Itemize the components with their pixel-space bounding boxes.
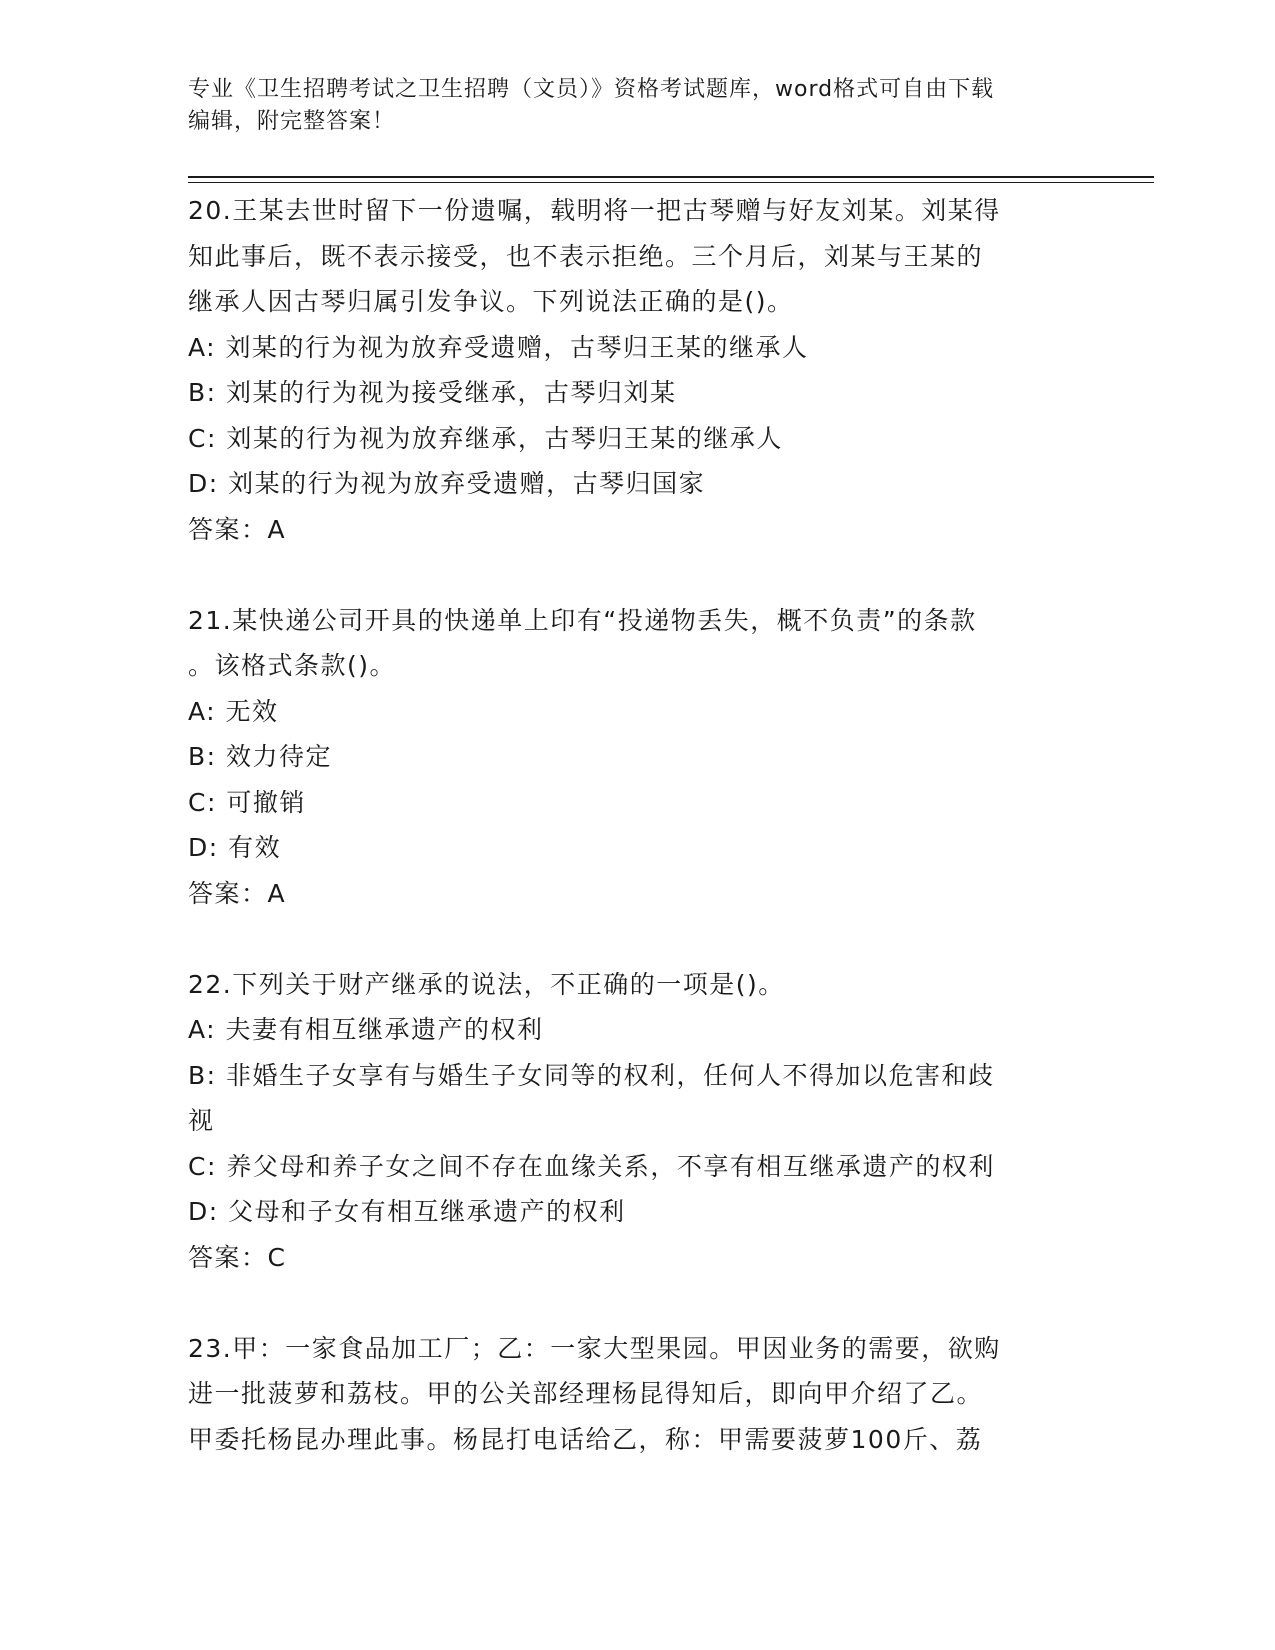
header-line: 编辑，附完整答案！: [188, 109, 396, 134]
option-line: B: 非婚生子女享有与婚生子女同等的权利，任何人不得加以危害和歧: [188, 1060, 995, 1090]
option-line: C: 养父母和养子女之间不存在血缘关系，不享有相互继承遗产的权利: [188, 1151, 995, 1181]
question-stem-line: 20.王某去世时留下一份遗嘱，载明将一把古琴赠与好友刘某。刘某得: [188, 196, 1001, 225]
question-stem-line: 甲委托杨昆办理此事。杨昆打电话给乙，称：甲需要菠萝100斤、荔: [188, 1424, 983, 1454]
question-stem-line: 22.下列关于财产继承的说法，不正确的一项是()。: [188, 969, 785, 999]
spacer: [188, 1280, 1068, 1326]
header-divider-thick: [188, 176, 1154, 178]
question-block: [188, 962, 1068, 1281]
option-line: C: 可撤销: [188, 787, 306, 817]
question-stem-line: 进一批菠萝和荔枝。甲的公关部经理杨昆得知后，即向甲介绍了乙。: [188, 1379, 984, 1408]
header-line: 专业《卫生招聘考试之卫生招聘（文员）》资格考试题库，word格式可自由下载: [188, 77, 995, 102]
document-header: [188, 74, 1068, 138]
option-line: D: 有效: [188, 833, 282, 862]
option-line: A: 夫妻有相互继承遗产的权利: [188, 1015, 544, 1044]
header-divider-thin: [188, 182, 1154, 183]
option-line: B: 刘某的行为视为接受继承，古琴归刘某: [188, 378, 677, 407]
spacer: [188, 916, 1068, 962]
answer-line: 答案：C: [188, 1242, 287, 1272]
option-line: B: 效力待定: [188, 742, 333, 771]
question-stem-line: 23.甲：一家食品加工厂；乙：一家大型果园。甲因业务的需要，欲购: [188, 1333, 1001, 1363]
question-stem-line: 继承人因古琴归属引发争议。下列说法正确的是()。: [188, 287, 794, 316]
answer-line: 答案：A: [188, 878, 287, 908]
question-block: [188, 598, 1068, 917]
option-line: D: 父母和子女有相互继承遗产的权利: [188, 1197, 626, 1226]
option-line: A: 无效: [188, 696, 279, 726]
spacer: [188, 552, 1068, 598]
option-line: 视: [188, 1106, 215, 1135]
question-stem-line: 知此事后，既不表示接受，也不表示拒绝。三个月后，刘某与王某的: [188, 241, 984, 271]
option-line: A: 刘某的行为视为放弃受遗赠，古琴归王某的继承人: [188, 332, 809, 362]
answer-line: 答案：A: [188, 514, 287, 544]
option-line: C: 刘某的行为视为放弃继承，古琴归王某的继承人: [188, 423, 783, 453]
question-block: [188, 188, 1068, 552]
question-list: [188, 188, 1068, 1462]
question-stem-line: 21.某快递公司开具的快递单上印有“投递物丢失，概不负责”的条款: [188, 605, 977, 635]
option-line: D: 刘某的行为视为放弃受遗赠，古琴归国家: [188, 469, 706, 498]
question-stem-line: 。该格式条款()。: [188, 651, 397, 680]
question-block: [188, 1326, 1068, 1463]
